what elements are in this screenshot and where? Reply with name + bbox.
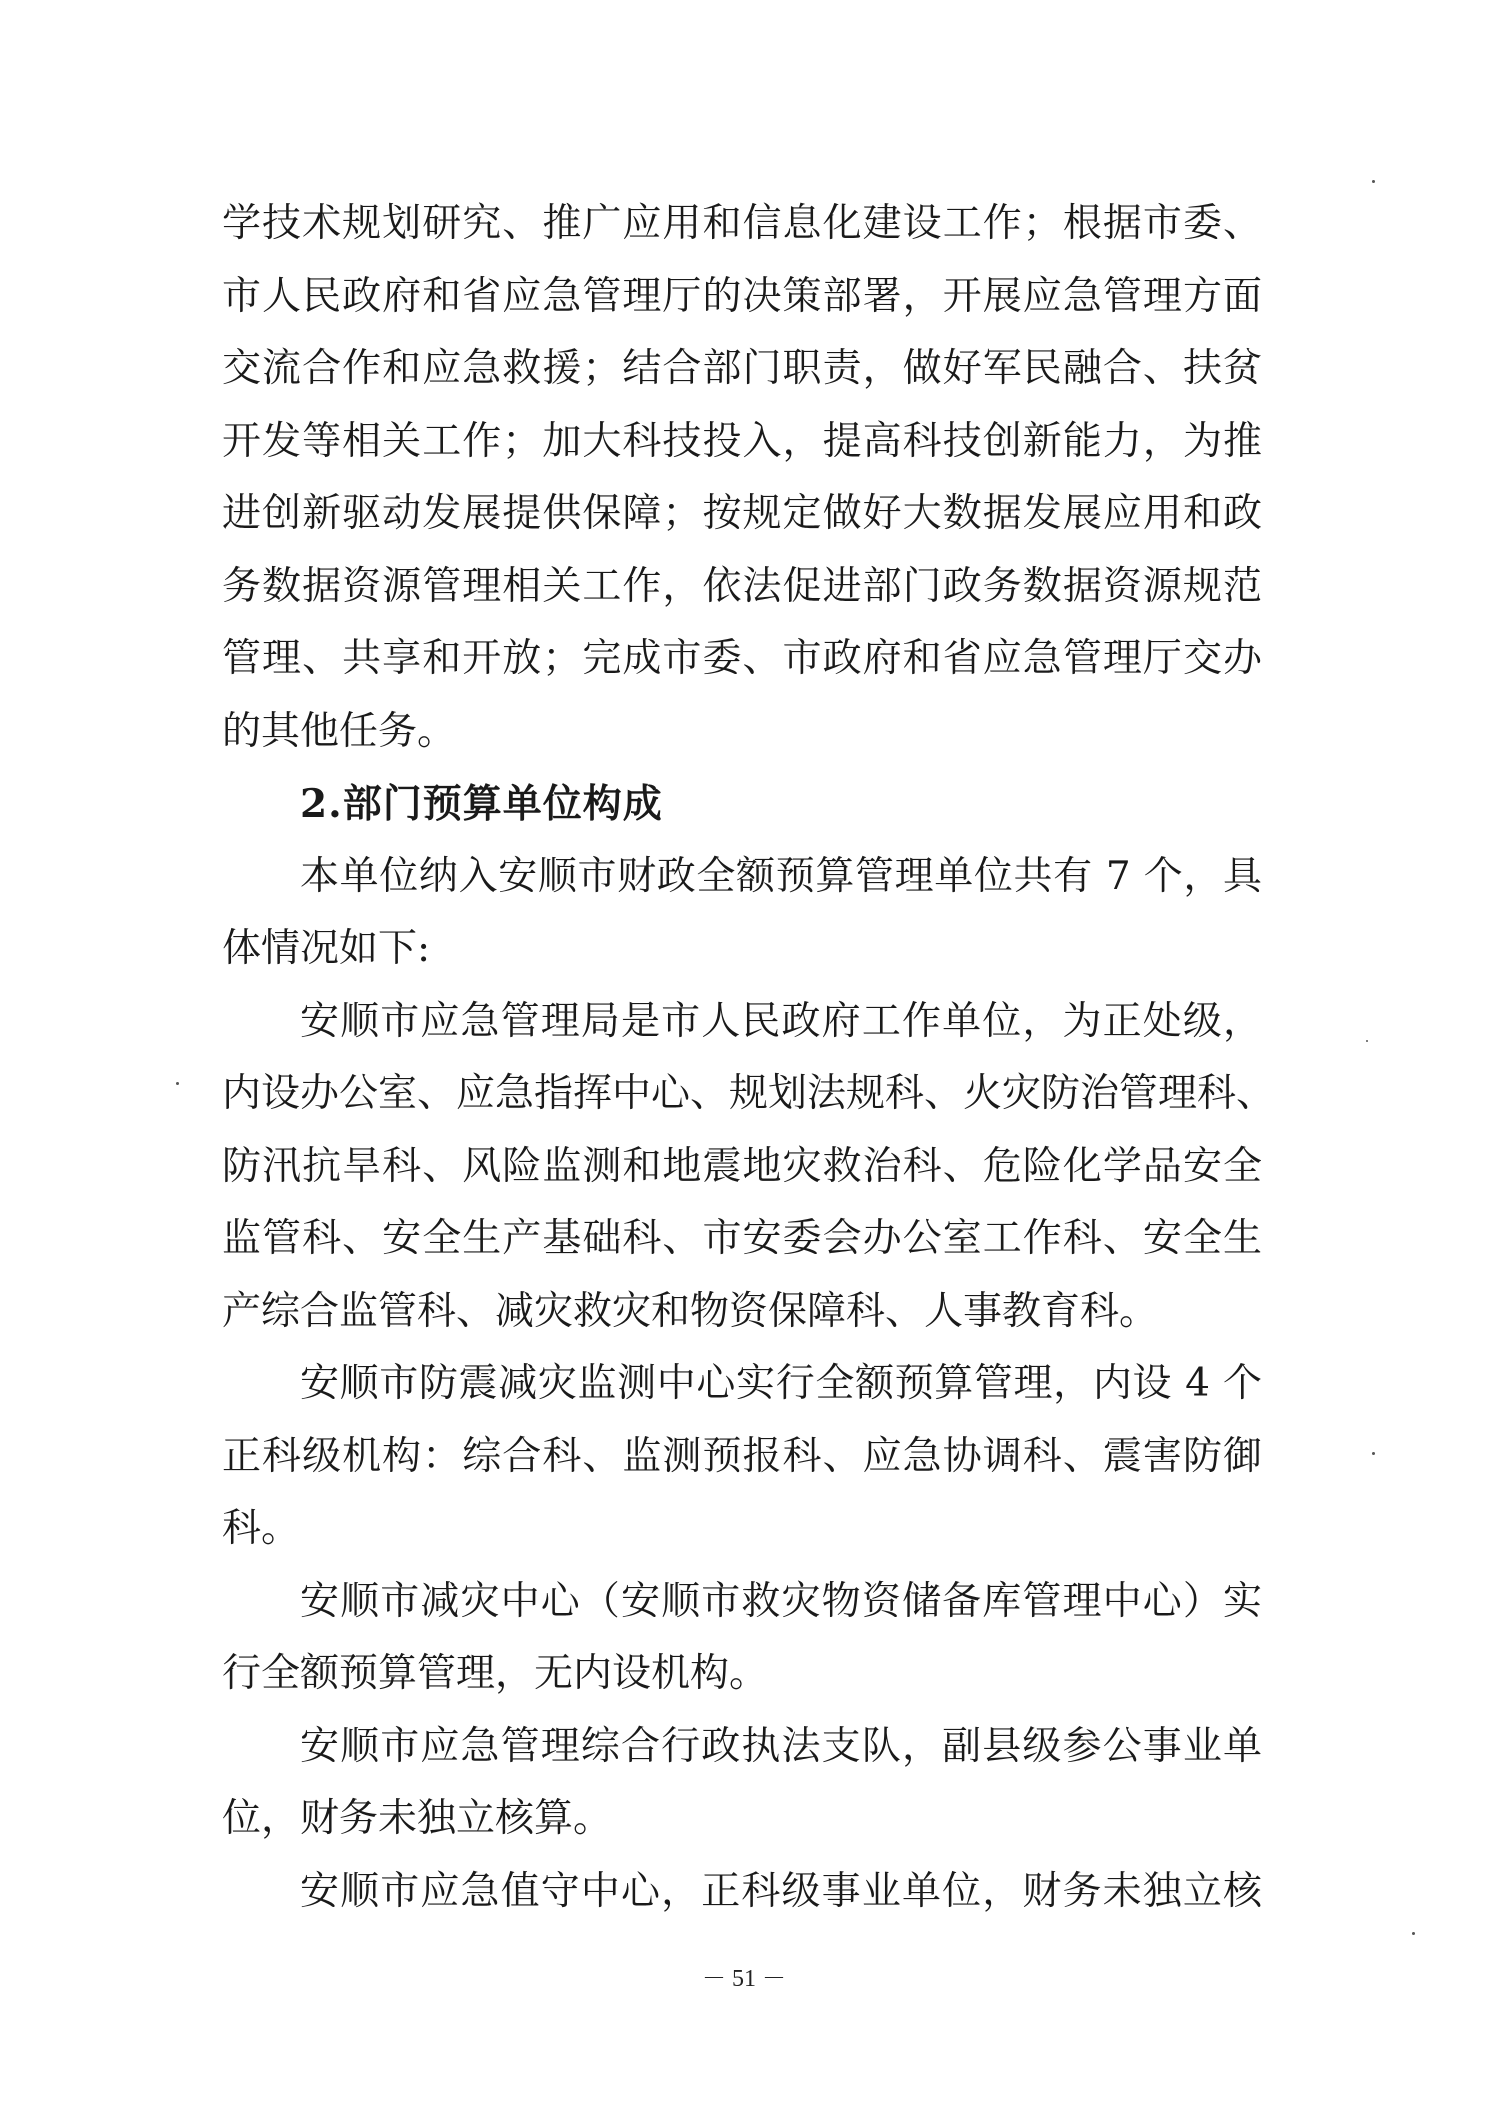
paragraph-line: 内设办公室、应急指挥中心、规划法规科、火灾防治管理科、 <box>222 1071 1276 1116</box>
paragraph-line: 本单位纳入安顺市财政全额预算管理单位共有 7 个，具 <box>300 853 1262 899</box>
body-text <box>222 188 1276 1928</box>
scan-speck <box>176 1082 179 1085</box>
scan-speck <box>1412 1932 1415 1935</box>
scan-speck <box>1366 1040 1368 1042</box>
paragraph-line: 位，财务未独立核算。 <box>222 1796 613 1841</box>
paragraph-line: 安顺市应急管理局是市人民政府工作单位，为正处级， <box>300 998 1262 1044</box>
paragraph-line: 防汛抗旱科、风险监测和地震地灾救治科、危险化学品安全 <box>222 1143 1262 1189</box>
paragraph-line: 市人民政府和省应急管理厅的决策部署，开展应急管理方面 <box>222 273 1262 319</box>
paragraph-line: 进创新驱动发展提供保障；按规定做好大数据发展应用和政 <box>222 491 1262 536</box>
section-heading: 2.部门预算单位构成 <box>300 781 663 827</box>
scan-speck <box>1372 1452 1375 1455</box>
paragraph-line: 科。 <box>222 1506 301 1551</box>
paragraph-line: 学技术规划研究、推广应用和信息化建设工作；根据市委、 <box>222 201 1262 246</box>
page-number: － 51 － <box>702 1966 786 1992</box>
paragraph-line: 安顺市应急管理综合行政执法支队，副县级参公事业单 <box>300 1723 1262 1769</box>
scan-speck <box>1372 180 1375 183</box>
paragraph-line: 安顺市减灾中心（安顺市救灾物资储备库管理中心）实 <box>300 1578 1262 1624</box>
paragraph-line: 开发等相关工作；加大科技投入，提高科技创新能力，为推 <box>222 418 1262 464</box>
paragraph-line: 行全额预算管理，无内设机构。 <box>222 1651 769 1696</box>
paragraph-line: 的其他任务。 <box>222 708 457 754</box>
paragraph-line: 安顺市应急值守中心，正科级事业单位，财务未独立核 <box>300 1868 1262 1914</box>
paragraph-line: 正科级机构：综合科、监测预报科、应急协调科、震害防御 <box>222 1433 1262 1479</box>
paragraph-line: 交流合作和应急救援；结合部门职责，做好军民融合、扶贫 <box>222 346 1262 391</box>
paragraph-line: 安顺市防震减灾监测中心实行全额预算管理，内设 4 个 <box>300 1361 1262 1406</box>
paragraph-line: 监管科、安全生产基础科、市安委会办公室工作科、安全生 <box>222 1216 1262 1261</box>
paragraph-line: 产综合监管科、减灾救灾和物资保障科、人事教育科。 <box>222 1288 1159 1334</box>
paragraph-line: 管理、共享和开放；完成市委、市政府和省应急管理厅交办 <box>222 636 1262 681</box>
paragraph-line: 体情况如下: <box>222 926 431 971</box>
paragraph-line: 务数据资源管理相关工作，依法促进部门政务数据资源规范 <box>222 563 1262 609</box>
